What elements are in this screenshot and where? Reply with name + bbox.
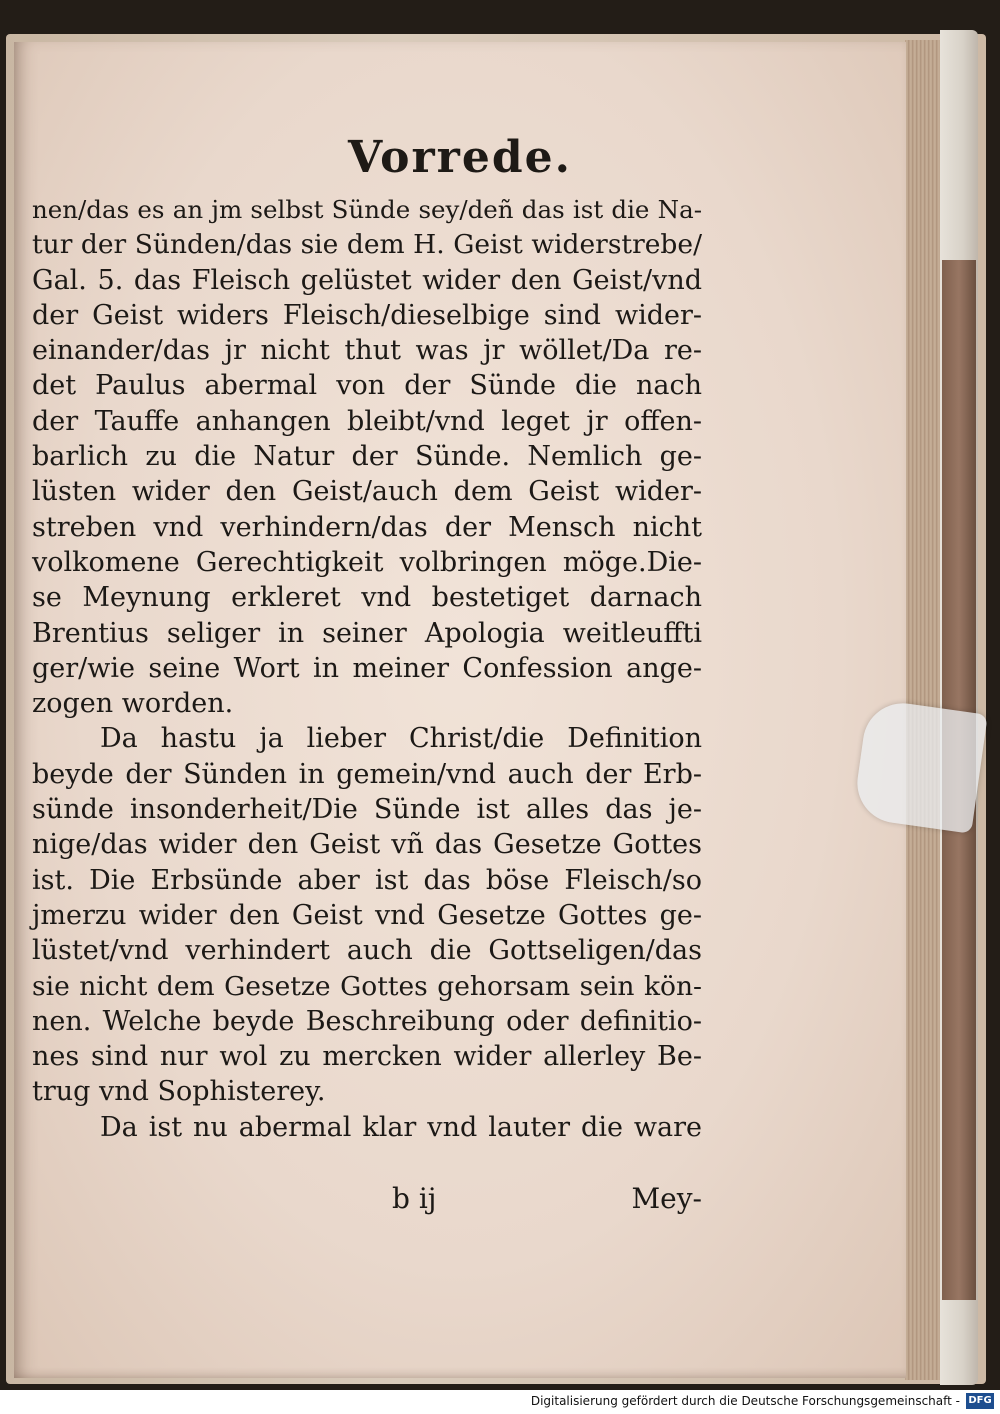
text-line: streben vnd verhindern/das der Mensch nicht (32, 511, 702, 543)
text-line: der Tauffe anhangen bleibt/vnd leget jr offen- (32, 405, 702, 437)
text-line: nen. Welche beyde Beschreibung oder definitio- (32, 1005, 702, 1037)
dfg-logo: DFG (966, 1393, 994, 1409)
text-line: Gal. 5. das Fleisch gelüstet wider den Geist/vnd (32, 264, 702, 296)
text-line: einander/das jr nicht thut was jr wöllet/Da re- (32, 335, 702, 367)
funding-credit: Digitalisierung gefördert durch die Deutsche Forschungsgemeinschaft - (530, 1394, 960, 1408)
text-line: volkomene Gerechtigkeit volbringen möge.Die- (32, 546, 702, 578)
page-marker-tab (852, 698, 988, 834)
text-line: barlich zu die Natur der Sünde. Nemlich ge- (32, 441, 702, 473)
text-line: nige/das wider den Geist vñ das Gesetze Gottes (32, 829, 702, 861)
text-line: zogen worden. (32, 688, 234, 720)
text-line: tur der Sünden/das sie dem H. Geist widerstrebe/ (32, 229, 702, 261)
text-line: Da hastu ja lieber Christ/die Definition (100, 723, 702, 755)
text-line: lüstet/vnd verhindert auch die Gottseligen/das (32, 935, 702, 967)
text-line: nen/das es an jm selbst Sünde sey/deñ das ist die Na- (32, 195, 702, 224)
text-line: sünde insonderheit/Die Sünde ist alles das je- (32, 794, 702, 826)
text-line: se Meynung erkleret vnd bestetiget darnach (32, 582, 702, 614)
signature-mark: b ij (392, 1182, 437, 1215)
body-text (32, 192, 702, 1145)
text-line: trug vnd Sophisterey. (32, 1076, 326, 1108)
text-line: ist. Die Erbsünde aber ist das böse Fleisch/so (32, 864, 702, 896)
text-line: Da ist nu abermal klar vnd lauter die ware (100, 1111, 702, 1143)
text-line: jmerzu wider den Geist vnd Gesetze Gottes ge- (32, 899, 702, 931)
catchword: Mey- (631, 1182, 702, 1215)
text-line: det Paulus abermal von der Sünde die nach (32, 370, 702, 402)
book-page (14, 42, 906, 1378)
text-line: beyde der Sünden in gemein/vnd auch der Erb- (32, 758, 702, 790)
text-line: der Geist widers Fleisch/dieselbige sind wider- (32, 299, 702, 331)
footer-bar (0, 1390, 1000, 1414)
text-line: Brentius seliger in seiner Apologia weitleuffti (32, 617, 702, 649)
text-line: ger/wie seine Wort in meiner Confession ange- (32, 652, 702, 684)
page-heading: Vorrede. (348, 132, 572, 183)
text-line: nes sind nur wol zu mercken wider allerley Be- (32, 1041, 702, 1073)
page-footer-line (32, 1182, 702, 1218)
text-line: sie nicht dem Gesetze Gottes gehorsam sein kön- (32, 970, 702, 1002)
text-line: lüsten wider den Geist/auch dem Geist wider- (32, 476, 702, 508)
